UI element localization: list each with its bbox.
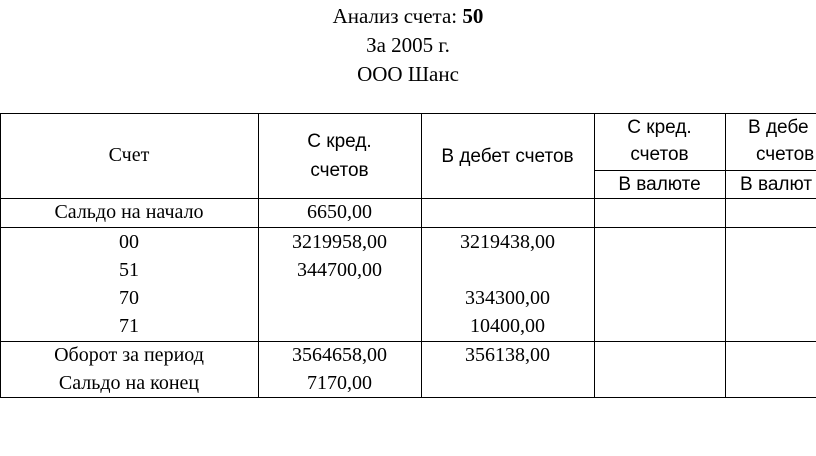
header-currency-credit-sub: В валюте: [618, 174, 701, 195]
row-debit: 334300,00: [465, 287, 550, 309]
header-credit-line1: С кред.: [307, 131, 372, 152]
opening-credit: 6650,00: [307, 201, 372, 223]
closing-label: Сальдо на конец: [58, 372, 200, 394]
turnover-credit: 3564658,00: [292, 344, 387, 366]
company-name: ООО Шанс: [357, 62, 459, 86]
opening-row-line: [0, 227, 816, 228]
closing-credit: 7170,00: [307, 372, 372, 394]
turnover-debit: 356138,00: [465, 344, 550, 366]
opening-label: Сальдо на начало: [54, 201, 204, 223]
row-account: 70: [119, 287, 139, 309]
row-credit: 3219958,00: [292, 231, 387, 253]
report-title-prefix: Анализ счета:: [332, 4, 458, 28]
header-currency-credit-line2: счетов: [630, 144, 689, 165]
row-debit: 10400,00: [470, 315, 545, 337]
account-number: 50: [462, 4, 484, 28]
row-account: 51: [119, 259, 139, 281]
header-currency-credit-line1: С кред.: [627, 117, 692, 138]
table-border-bottom: [0, 397, 816, 398]
row-account: 71: [119, 315, 139, 337]
row-credit: 344700,00: [297, 259, 382, 281]
table-divider-col4: [725, 113, 726, 397]
turnover-label: Оборот за период: [54, 344, 204, 366]
header-currency-debit-line2: счетов: [756, 144, 815, 165]
header-account: Счет: [108, 144, 150, 166]
row-account: 00: [119, 231, 139, 253]
row-debit: 3219438,00: [460, 231, 555, 253]
header-currency-debit-line1: В дебе: [748, 117, 809, 138]
header-currency-debit-sub: В валют: [740, 174, 813, 195]
report-period: За 2005 г.: [366, 33, 450, 57]
header-credit-line2: счетов: [310, 160, 369, 181]
header-debit: В дебет счетов: [441, 146, 574, 167]
